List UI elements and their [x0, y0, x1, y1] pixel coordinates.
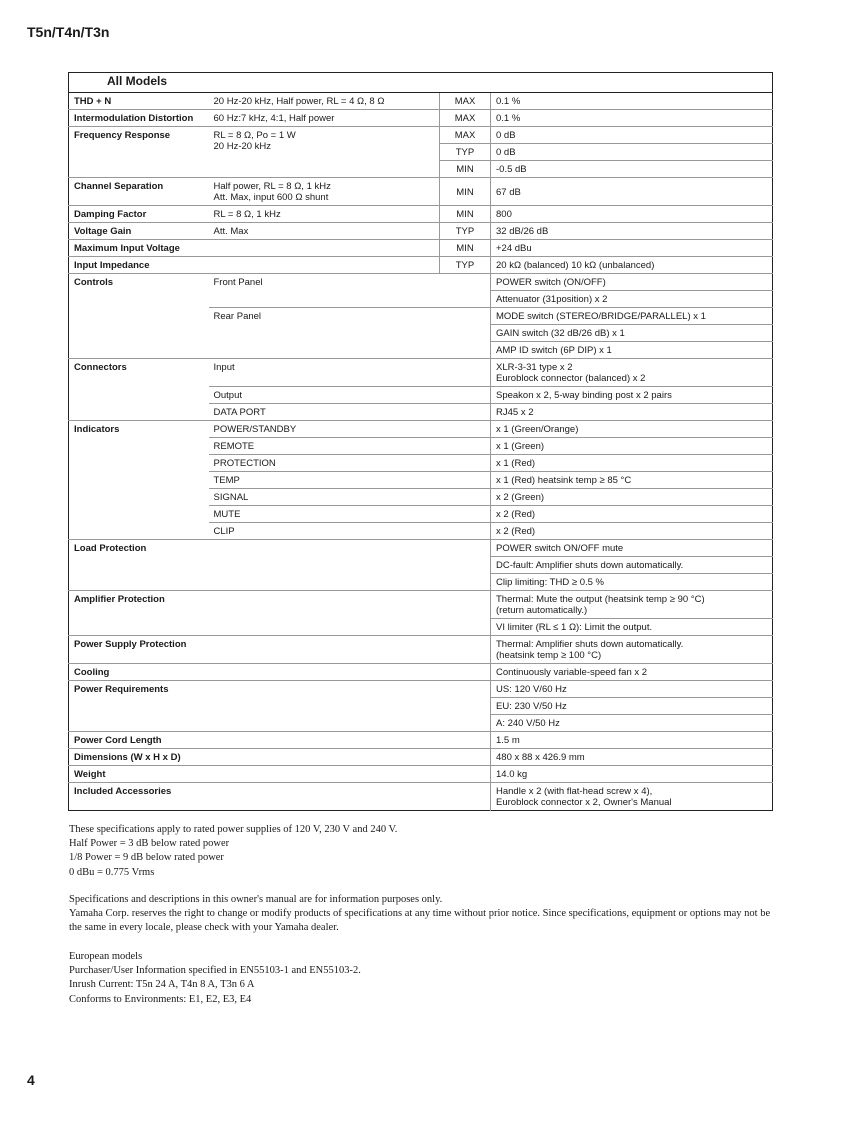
- table-row: [69, 540, 773, 557]
- note-line: Purchaser/User Information specified in EN55103-1 and EN55103-2.: [69, 965, 361, 977]
- spec-condition: RL = 8 Ω, 1 kHz: [209, 206, 440, 223]
- spec-value: 20 kΩ (balanced) 10 kΩ (unbalanced): [491, 257, 773, 274]
- spec-value: 32 dB/26 dB: [491, 223, 773, 240]
- spec-value: POWER switch ON/OFF mute: [491, 540, 773, 557]
- note-line: Inrush Current: T5n 24 A, T4n 8 A, T3n 6 A: [69, 979, 255, 991]
- spec-name: Power Requirements: [69, 681, 491, 732]
- spec-value: XLR-3-31 type x 2 Euroblock connector (balanced) x 2: [491, 359, 773, 387]
- spec-condition: Input: [209, 359, 491, 387]
- spec-value: RJ45 x 2: [491, 404, 773, 421]
- page-number: 4: [27, 1072, 35, 1088]
- spec-condition: Half power, RL = 8 Ω, 1 kHz Att. Max, input 600 Ω shunt: [209, 178, 440, 206]
- spec-value: 800: [491, 206, 773, 223]
- spec-name: Frequency Response: [69, 127, 209, 178]
- spec-value: Continuously variable-speed fan x 2: [491, 664, 773, 681]
- spec-value: x 2 (Red): [491, 523, 773, 540]
- spec-name: Cooling: [69, 664, 491, 681]
- note-line: 0 dBu = 0.775 Vrms: [69, 866, 155, 878]
- spec-name: Amplifier Protection: [69, 591, 491, 636]
- spec-value: 14.0 kg: [491, 766, 773, 783]
- note-line: Specifications and descriptions in this owner's manual are for information purposes only.: [69, 894, 443, 905]
- spec-value: DC-fault: Amplifier shuts down automatically.: [491, 557, 773, 574]
- spec-value: x 1 (Green): [491, 438, 773, 455]
- spec-name: Controls: [69, 274, 209, 359]
- spec-value: Handle x 2 (with flat-head screw x 4), Euroblock connector x 2, Owner's Manual: [491, 783, 773, 811]
- spec-condition: [209, 240, 440, 257]
- spec-value: MODE switch (STEREO/BRIDGE/PARALLEL) x 1: [491, 308, 773, 325]
- spec-value: Thermal: Mute the output (heatsink temp ≥ 90 °C) (return automatically.): [491, 591, 773, 619]
- header-title: T5n/T4n/T3n: [27, 24, 110, 40]
- spec-condition: Rear Panel: [209, 308, 491, 359]
- table-row: [69, 681, 773, 698]
- spec-name: Input Impedance: [69, 257, 209, 274]
- spec-value: US: 120 V/60 Hz: [491, 681, 773, 698]
- spec-name: Connectors: [69, 359, 209, 421]
- table-row: [69, 223, 773, 240]
- spec-value: 1.5 m: [491, 732, 773, 749]
- table-row: [69, 783, 773, 811]
- spec-value: x 1 (Red) heatsink temp ≥ 85 °C: [491, 472, 773, 489]
- spec-mark: MIN: [440, 206, 491, 223]
- table-row: [69, 257, 773, 274]
- spec-name: Power Cord Length: [69, 732, 491, 749]
- spec-name: Weight: [69, 766, 491, 783]
- spec-mark: MAX: [440, 127, 491, 144]
- spec-mark: TYP: [440, 257, 491, 274]
- note-line: European models: [69, 951, 143, 962]
- spec-condition: CLIP: [209, 523, 491, 540]
- table-row: [69, 127, 773, 144]
- table-row: [69, 240, 773, 257]
- spec-name: Channel Separation: [69, 178, 209, 206]
- table-header-row: [69, 73, 773, 93]
- spec-value: x 1 (Red): [491, 455, 773, 472]
- spec-condition: Output: [209, 387, 491, 404]
- spec-name: Maximum Input Voltage: [69, 240, 209, 257]
- table-row: [69, 110, 773, 127]
- spec-value: EU: 230 V/50 Hz: [491, 698, 773, 715]
- spec-mark: MIN: [440, 240, 491, 257]
- spec-name: Dimensions (W x H x D): [69, 749, 491, 766]
- spec-condition: [209, 257, 440, 274]
- spec-name: Included Accessories: [69, 783, 491, 811]
- spec-value: POWER switch (ON/OFF): [491, 274, 773, 291]
- european-notes: [69, 950, 779, 1007]
- spec-name: Voltage Gain: [69, 223, 209, 240]
- spec-name: Indicators: [69, 421, 209, 540]
- spec-value: x 1 (Green/Orange): [491, 421, 773, 438]
- table-row: [69, 591, 773, 619]
- spec-condition: SIGNAL: [209, 489, 491, 506]
- spec-name: Load Protection: [69, 540, 491, 591]
- table-row: [69, 206, 773, 223]
- spec-name: Power Supply Protection: [69, 636, 491, 664]
- note-line: 1/8 Power = 9 dB below rated power: [69, 852, 224, 864]
- table-row: [69, 178, 773, 206]
- spec-condition: TEMP: [209, 472, 491, 489]
- spec-mark: MAX: [440, 93, 491, 110]
- spec-condition: 60 Hz:7 kHz, 4:1, Half power: [209, 110, 440, 127]
- spec-condition: 20 Hz-20 kHz, Half power, RL = 4 Ω, 8 Ω: [209, 93, 440, 110]
- spec-mark: TYP: [440, 223, 491, 240]
- note-line: These specifications apply to rated power supplies of 120 V, 230 V and 240 V.: [69, 824, 398, 835]
- spec-condition: PROTECTION: [209, 455, 491, 472]
- spec-name: THD + N: [69, 93, 209, 110]
- spec-value: Thermal: Amplifier shuts down automatically. (heatsink temp ≥ 100 °C): [491, 636, 773, 664]
- table-row: [69, 636, 773, 664]
- spec-value: VI limiter (RL ≤ 1 Ω): Limit the output.: [491, 619, 773, 636]
- spec-name: Damping Factor: [69, 206, 209, 223]
- table-row: [69, 664, 773, 681]
- note-line: Conforms to Environments: E1, E2, E3, E4: [69, 993, 252, 1005]
- spec-value: 0.1 %: [491, 110, 773, 127]
- spec-value: x 2 (Red): [491, 506, 773, 523]
- spec-condition: REMOTE: [209, 438, 491, 455]
- spec-mark: MIN: [440, 161, 491, 178]
- spec-mark: MIN: [440, 178, 491, 206]
- spec-condition: MUTE: [209, 506, 491, 523]
- spec-value: 0 dB: [491, 127, 773, 144]
- spec-value: 0 dB: [491, 144, 773, 161]
- table-row: [69, 766, 773, 783]
- power-notes: [69, 823, 779, 880]
- table-row: [69, 359, 773, 387]
- spec-value: AMP ID switch (6P DIP) x 1: [491, 342, 773, 359]
- spec-value: Attenuator (31position) x 2: [491, 291, 773, 308]
- spec-name: Intermodulation Distortion: [69, 110, 209, 127]
- spec-condition: DATA PORT: [209, 404, 491, 421]
- disclaimer: [69, 893, 779, 936]
- spec-value: 480 x 88 x 426.9 mm: [491, 749, 773, 766]
- spec-mark: TYP: [440, 144, 491, 161]
- spec-condition: POWER/STANDBY: [209, 421, 491, 438]
- table-title: All Models: [69, 73, 773, 93]
- spec-condition: Front Panel: [209, 274, 491, 308]
- spec-value: GAIN switch (32 dB/26 dB) x 1: [491, 325, 773, 342]
- spec-value: 0.1 %: [491, 93, 773, 110]
- spec-mark: MAX: [440, 110, 491, 127]
- spec-value: +24 dBu: [491, 240, 773, 257]
- spec-value: 67 dB: [491, 178, 773, 206]
- spec-value: x 2 (Green): [491, 489, 773, 506]
- note-line: Yamaha Corp. reserves the right to change or modify products of specifications at any time without prior notice. Since specifications, equipment or options may not be the same in every locale, please check with your Yamaha dealer.: [69, 908, 771, 934]
- spec-value: A: 240 V/50 Hz: [491, 715, 773, 732]
- spec-condition: RL = 8 Ω, Po = 1 W 20 Hz-20 kHz: [209, 127, 440, 178]
- table-row: [69, 732, 773, 749]
- spec-value: Clip limiting: THD ≥ 0.5 %: [491, 574, 773, 591]
- table-row: [69, 421, 773, 438]
- spec-value: Speakon x 2, 5-way binding post x 2 pairs: [491, 387, 773, 404]
- spec-table: [68, 72, 773, 811]
- table-row: [69, 749, 773, 766]
- table-row: [69, 93, 773, 110]
- table-row: [69, 274, 773, 291]
- note-line: Half Power = 3 dB below rated power: [69, 838, 230, 850]
- spec-condition: Att. Max: [209, 223, 440, 240]
- spec-value: -0.5 dB: [491, 161, 773, 178]
